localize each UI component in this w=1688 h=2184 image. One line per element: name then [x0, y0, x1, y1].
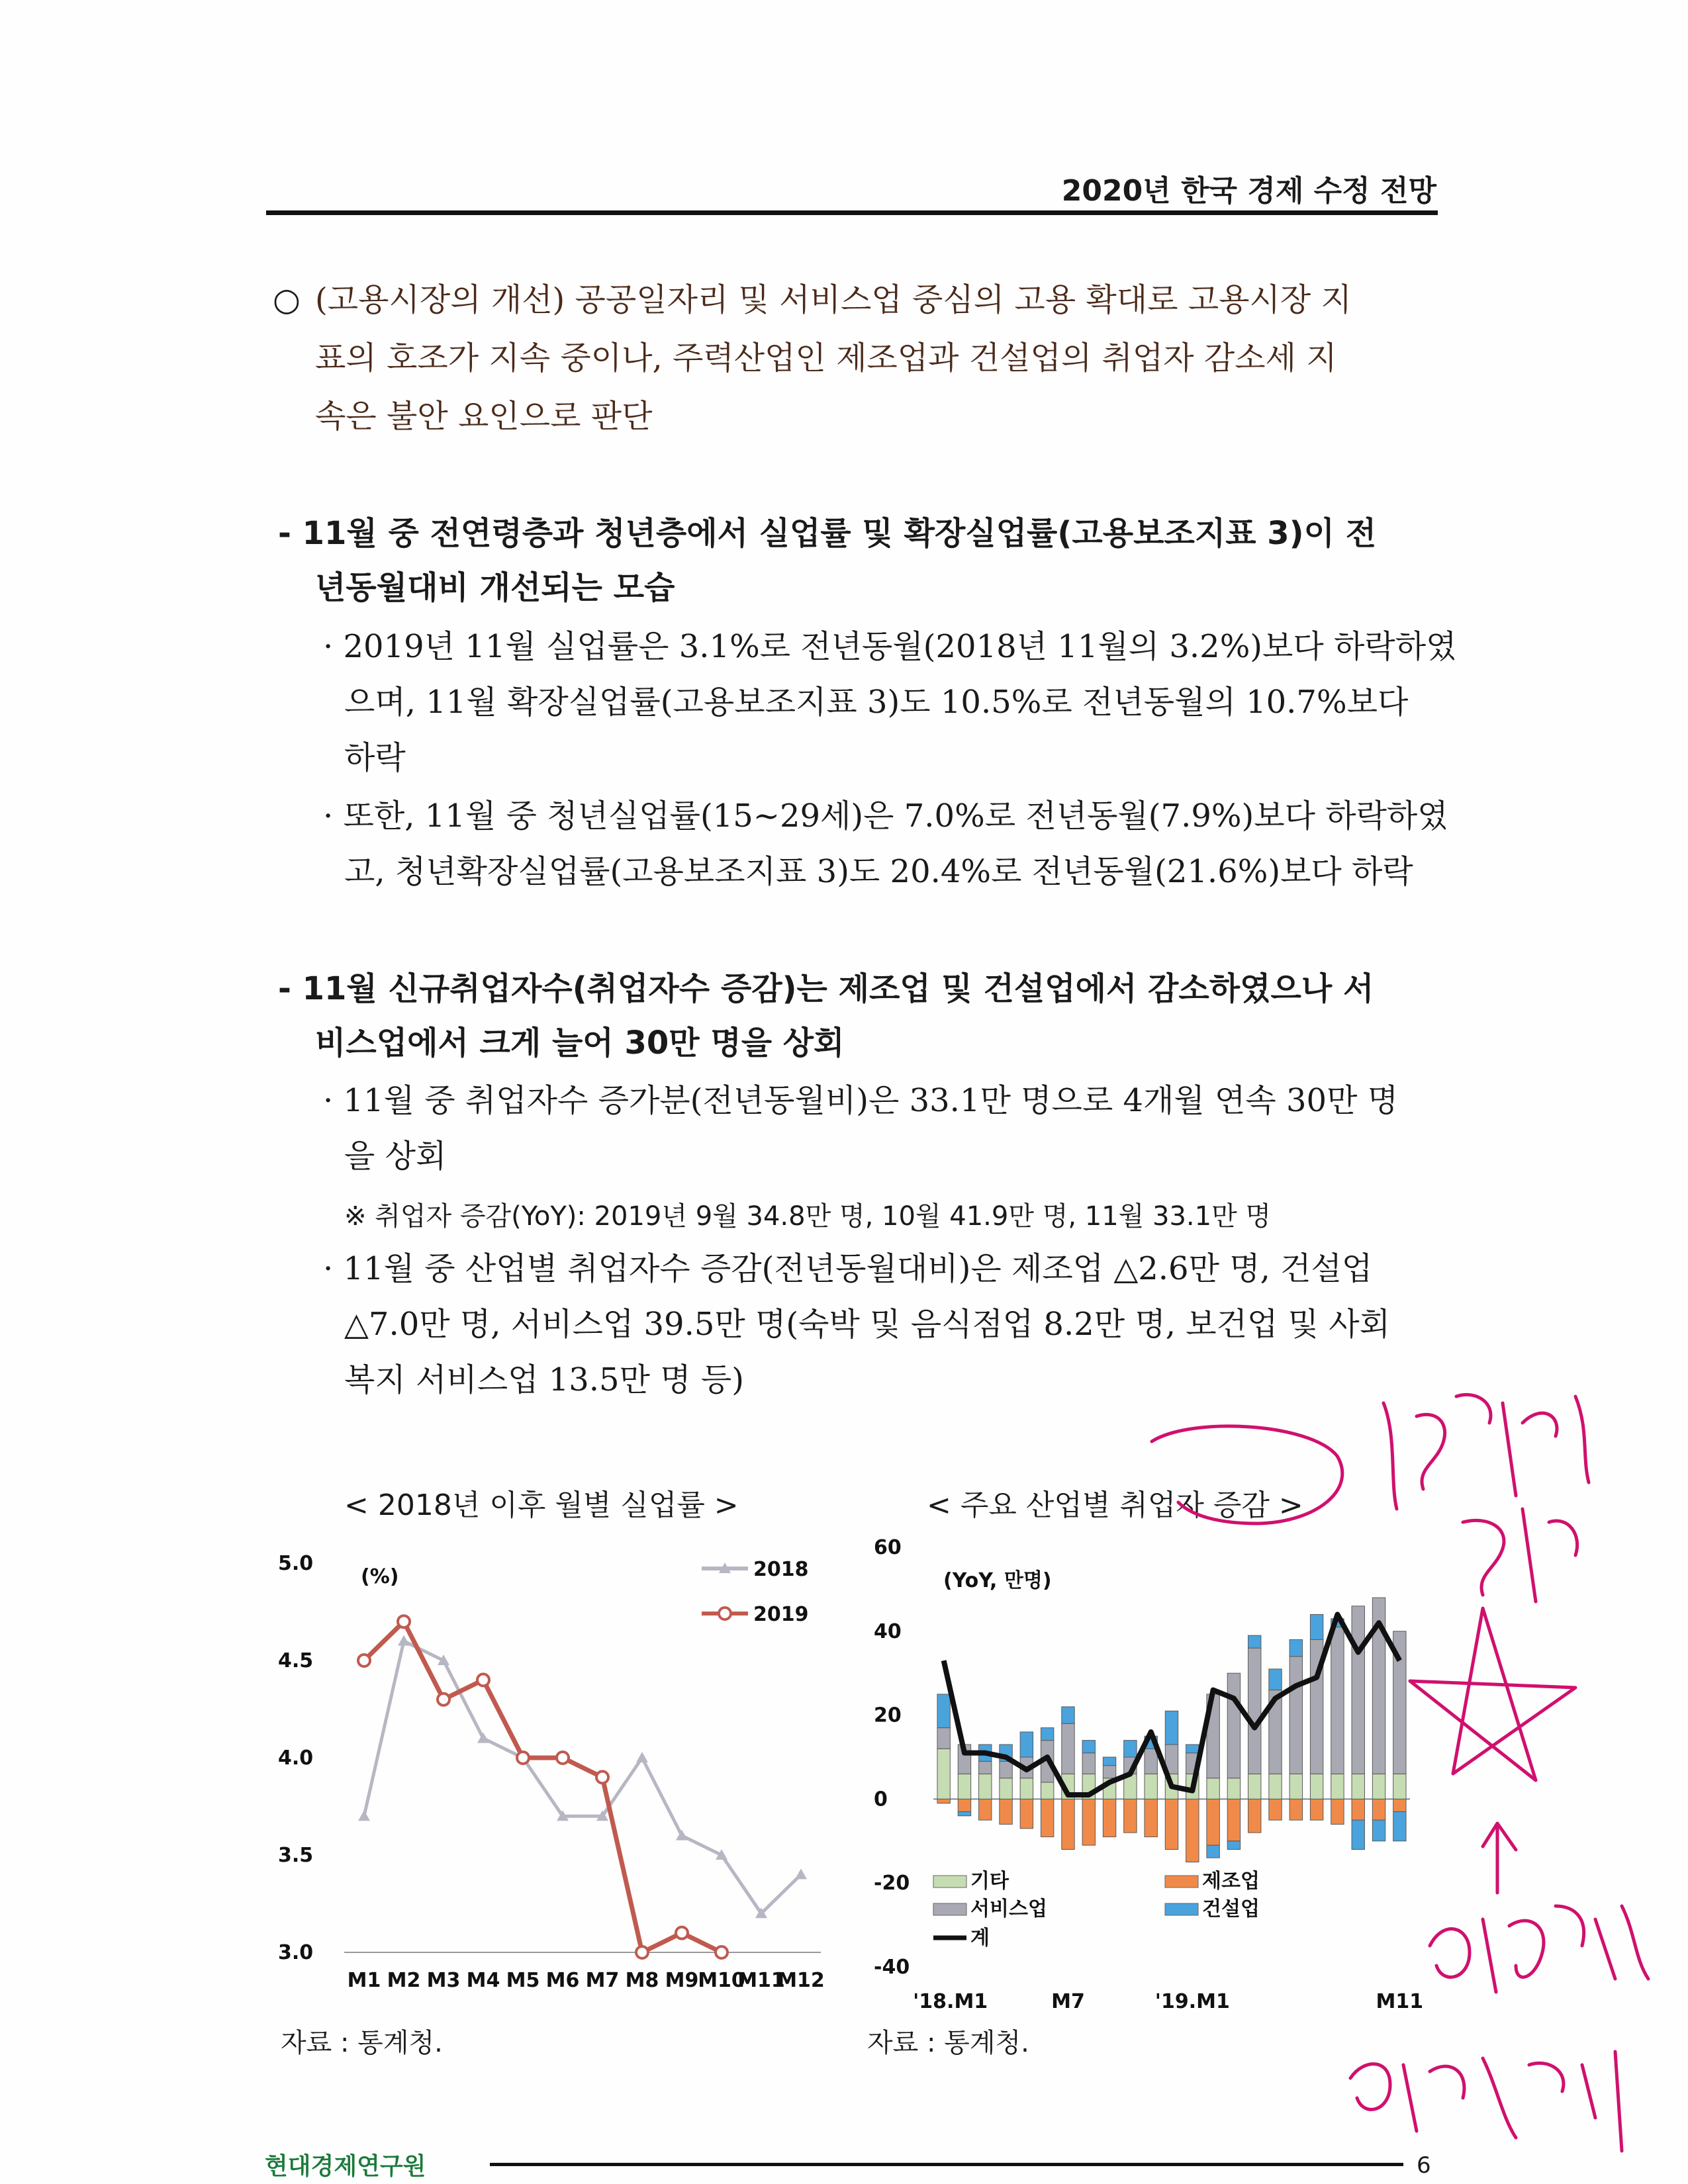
- y-tick-label: 20: [874, 1704, 902, 1727]
- point2-item1-line-2: 을 상회: [344, 1138, 447, 1175]
- x-tick-label: M4: [466, 1969, 500, 1992]
- point2-heading-line-2: 비스업에서 크게 늘어 30만 명을 상회: [315, 1024, 845, 1062]
- point1-item1-line-1: · 2019년 11월 실업률은 3.1%로 전년동월(2018년 11월의 3.2%)보다 하락하였: [323, 628, 1457, 665]
- x-tick-label: M2: [387, 1969, 421, 1992]
- legend-label-2018: 2018: [753, 1558, 809, 1581]
- x-tick-label: M1: [347, 1969, 381, 1992]
- handwritten-arrow: [1483, 1823, 1516, 1893]
- point1-item1-line-2: 으며, 11월 확장실업률(고용보조지표 3)도 10.5%로 전년동월의 10.7%보다: [344, 684, 1409, 721]
- point1-item2-line-2: 고, 청년확장실업률(고용보조지표 3)도 20.4%로 전년동월(21.6%)보다 하락: [344, 853, 1413, 890]
- footer-rule: [490, 2163, 1403, 2166]
- y-tick-label: 3.5: [278, 1844, 314, 1867]
- legend-label-제조업: 제조업: [1202, 1870, 1260, 1893]
- x-tick-label: M3: [426, 1969, 461, 1992]
- page-number: 6: [1417, 2152, 1431, 2179]
- handwritten-scribble-bottom: [1350, 1906, 1648, 2151]
- y-tick-label: 40: [874, 1619, 902, 1643]
- section-line-1: (고용시장의 개선) 공공일자리 및 서비스업 중심의 고용 확대로 고용시장 지: [315, 281, 1352, 318]
- y-tick-label: 3.0: [278, 1941, 314, 1964]
- point2-note: ※ 취업자 증감(YoY): 2019년 9월 34.8만 명, 10월 41.9만 명, 11월 33.1만 명: [344, 1201, 1272, 1232]
- legend-label-2019: 2019: [753, 1603, 809, 1626]
- x-tick-label: M6: [545, 1969, 580, 1992]
- x-tick-label: M8: [625, 1969, 659, 1992]
- point2-heading-line-1: - 11월 신규취업자수(취업자수 증감)는 제조업 및 건설업에서 감소하였으나 서: [278, 970, 1374, 1007]
- legend-label-total: 계: [970, 1927, 990, 1950]
- point1-item1-line-3: 하락: [344, 739, 406, 776]
- x-tick-label: M7: [1051, 1990, 1085, 2013]
- section-line-2: 표의 호조가 지속 중이나, 주력산업인 제조업과 건설업의 취업자 감소세 지: [315, 340, 1337, 377]
- y-tick-label: 60: [874, 1536, 902, 1559]
- x-tick-label: M11: [737, 1969, 785, 1992]
- legend-label-건설업: 건설업: [1202, 1897, 1260, 1921]
- legend-label-기타: 기타: [970, 1870, 1009, 1893]
- document-header-title: 2020년 한국 경제 수정 전망: [1061, 174, 1436, 208]
- right-chart-source: 자료 : 통계청.: [867, 2028, 1029, 2058]
- y-tick-label: 4.0: [278, 1747, 314, 1770]
- footer-org-name: 현대경제연구원: [265, 2153, 426, 2180]
- handwritten-scribble-top: [1383, 1394, 1589, 1602]
- left-chart-caption: < 2018년 이후 월별 실업률 >: [344, 1488, 739, 1522]
- handwritten-circle: [1152, 1426, 1342, 1524]
- x-tick-label: M11: [1376, 1990, 1424, 2013]
- right-chart-caption: < 주요 산업별 취업자 증감 >: [927, 1488, 1303, 1522]
- section-bullet: ○: [273, 281, 301, 318]
- point1-item2-line-1: · 또한, 11월 중 청년실업률(15~29세)은 7.0%로 전년동월(7.9%)보다 하락하였: [323, 797, 1448, 835]
- point1-heading-line-2: 년동월대비 개선되는 모습: [315, 569, 675, 606]
- x-tick-label: M12: [777, 1969, 825, 1992]
- section-line-3: 속은 불안 요인으로 판단: [315, 398, 653, 435]
- point2-item1-line-1: · 11월 중 취업자수 증가분(전년동월비)은 33.1만 명으로 4개월 연속 30만 명: [323, 1082, 1399, 1119]
- x-tick-label: '19.M1: [1154, 1990, 1230, 2013]
- left-chart-source: 자료 : 통계청.: [281, 2028, 443, 2058]
- point2-item2-line-1: · 11월 중 산업별 취업자수 증감(전년동월대비)은 제조업 △2.6만 명, 건설업: [323, 1250, 1373, 1287]
- y-tick-label: -40: [874, 1956, 910, 1979]
- x-tick-label: M9: [665, 1969, 699, 1992]
- unit-label: (YoY, 만명): [943, 1569, 1052, 1592]
- y-tick-label: 4.5: [278, 1649, 314, 1672]
- unit-label: (%): [361, 1565, 399, 1588]
- x-tick-label: M7: [585, 1969, 620, 1992]
- point2-item2-line-3: 복지 서비스업 13.5만 명 등): [344, 1361, 744, 1398]
- point1-heading-line-1: - 11월 중 전연령층과 청년층에서 실업률 및 확장실업률(고용보조지표 3)이 전: [278, 515, 1377, 552]
- legend-label-서비스업: 서비스업: [970, 1897, 1047, 1921]
- x-tick-label: '18.M1: [913, 1990, 988, 2013]
- y-tick-label: 0: [874, 1788, 888, 1811]
- x-tick-label: M5: [506, 1969, 540, 1992]
- handwritten-star: [1410, 1608, 1575, 1780]
- x-tick-label: M10: [698, 1969, 745, 1992]
- y-tick-label: -20: [874, 1872, 910, 1895]
- point2-item2-line-2: △7.0만 명, 서비스업 39.5만 명(숙박 및 음식점업 8.2만 명, 보건업 및 사회: [344, 1306, 1391, 1343]
- y-tick-label: 5.0: [278, 1552, 314, 1575]
